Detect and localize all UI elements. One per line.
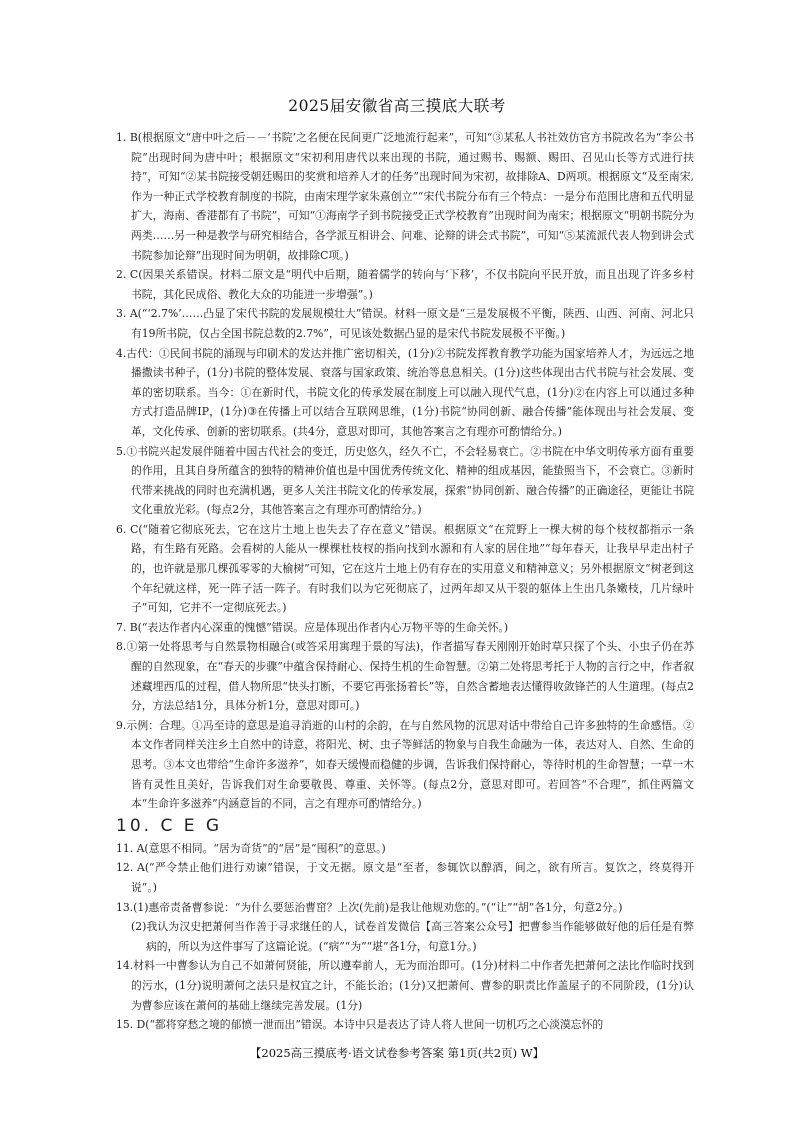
answer-body — [116, 128, 694, 1035]
answer-10: 10. C E G — [116, 815, 223, 836]
answer-2: 2. C(因果关系错误。材料二原文是“明代中后期，随着儒学的转向与‘下移’，不仅书院向平民开放，而且出现了许多乡村书院，其化民成俗、教化大众的功能进一步增强”。) — [116, 268, 694, 301]
page-footer: 【2025高三摸底考·语文试卷参考答案 第1页(共2页) W】 — [249, 1046, 545, 1060]
answer-7: 7. B(“表达作者内心深重的愧憾”错误。应是体现出作者内心万物平等的生命关怀。) — [116, 620, 509, 634]
answer-13-part1: 13.(1)惠帝责备曹参说：“为什么要惩治曹窋？上次(先前)是我让他规劝您的。”(“让”“胡”各1分，句意2分。) — [116, 900, 623, 914]
answer-11: 11. A(意思不相同。“居为奇货”的“居”是“囤积”的意思。) — [116, 841, 386, 855]
page-title: 2025届安徽省高三摸底大联考 — [288, 97, 506, 115]
answer-8: 8.①第一处将思考与自然景物相融合(或答采用寓理于景的写法)，作者描写春天刚刚开始时草只探了个头、小虫子仍在苏醒的自然现象，在“春天的步骤”中蕴含保持耐心、保持生机的生命智慧。②第二处将思考托于人物的言行之中，作者叙述藏埋西瓜的过程，借人物所思“快头打断，不要它再张扬着长”等，自然含蓄地表达懂得收敛锋芒的人生道理。(每点2分，方法总结1分，具体分析1分，意思对即可。) — [116, 640, 694, 713]
answer-5: 5.①书院兴起发展伴随着中国古代社会的变迁，历史悠久，经久不亡，不会轻易衰亡。②书院在中华文明传承方面有重要的作用，且其自身所蕴含的独特的精神价值也是中国优秀传统文化、精神的组成基因，能蛰照当下，不会衰亡。③新时代带来挑战的同时也充满机遇，更多人关注书院文化的传承发展，探索“协同创新、融合传播”的正确途径，更能让书院文化重放光彩。(每点2分，其他答案言之有理亦可酌情给分。) — [116, 444, 694, 517]
answer-6: 6. C(“随着它彻底死去，它在这片土地上也失去了存在意义”错误。根据原文“在荒野上一棵大树的每个枝杈都指示一条路，有生路有死路。会看树的人能从一棵棵杜枝杈的指向找到水源和有人家的居住地”“每年春天，让我早早走出村子的，也许就是那几棵孤零零的大榆树”可知，它在这片土地上仍有存在的实用意义和精神意义；另外根据原文“树老到这个年纪就这样，死一阵子活一阵子。有时我们以为它死彻底了，过两年却又从干裂的躯体上生出几条嫩枝，几片绿叶子”可知，它并不一定彻底死去。) — [116, 522, 694, 615]
answer-12: 12. A(“严令禁止他们进行劝谏”错误，于文无据。原文是“至者，参辄饮以醇酒，间之，欲有所言。复饮之，终莫得开说”。) — [116, 861, 694, 894]
answer-9: 9.示例：合理。①冯至诗的意思是追寻消逝的山村的余韵，在与自然风物的沉思对话中带给自己许多独特的生命感悟。②本文作者同样关注乡土自然中的诗意，将阳光、树、虫子等鲜活的物象与自我生命融为一体，表达对人、自然、生命的思考。③本文也带给“生命许多滋养”，如春天缓慢而稳健的步调，告诉我们保持耐心，等待时机的生命智慧；一草一木皆有灵性且美好，告诉我们对生命要敬畏、尊重、关怀等。(每点2分，意思对即可。若回答“不合理”，抓住两篇文本“生命许多滋养”内涵意旨的不同，言之有理亦可酌情给分。) — [116, 718, 694, 811]
answer-3: 3. A(“‘2.7%’……凸显了宋代书院的发展规模壮大”错误。材料一原文是“三是发展极不平衡，陕西、山西、河南、河北只有19所书院，仅占全国书院总数的2.7%”，可见该处数据凸显的是宋代书院发展极不平衡。) — [116, 307, 694, 340]
answer-13-part2: (2)我认为汉史把萧何当作善于寻求继任的人，试卷首发微信【高三答案公众号】把曹参当作能够做好他的后任是有弊病的，所以为这件事写了这篇论说。(“病”“为”“堪”各1分，句意1分。) — [131, 920, 694, 953]
answer-15: 15. D(“都将穿愁之境的郁愤一泄而出”错误。本诗中只是表达了诗人将人世间一切机巧之心淡漠忘怀的 — [116, 1018, 604, 1032]
answer-14: 14.材料一中曹参认为自己不如萧何贤能，所以遵奉前人，无为而治即可。(1分)材料二中作者先把萧何之法比作临时找到的污水，(1分)说明萧何之法只是权宜之计，不能长治；(1分)又把萧何、曹参的职责比作盖屋子的不同阶段，(1分)认为曹参应该在萧何的基础上继续完善发展。(1分) — [116, 959, 694, 1012]
answer-1: 1. B(根据原文“唐中叶之后－－‘书院’之名便在民间更广泛地流行起来”，可知“③某私人书社效仿官方书院改名为“李公书院”出现时间为唐中叶；根据原文“宋初利用唐代以来出现的书院，通过赐书、赐额、赐田、召见山长等方式进行扶持”，可知“②某书院接受朝廷赐田的奖赏和培养人才的任务”出现时间为宋初，故排除A、D两项。根据原文“及至南宋,作为一种正式学校教育制度的书院，由南宋理学家朱熹创立”“宋代书院分布有三个特点：一是分布范围比唐和五代明显扩大，海南、香港都有了书院”，可知“①海南学子到书院接受正式学校教育”出现时间为南宋；根据原文“明朝书院分为两类……另一种是教学与研究相结合，各学派互相讲会、问难、论辩的讲会式书院”，可知“⑤某流派代表人物到讲会式书院参加论辩”出现时间为明朝，故排除C项。) — [116, 131, 694, 262]
answer-4: 4.古代：①民间书院的涌现与印刷术的发达并推广密切相关，(1分)②书院发挥教育教学功能为国家培养人才，为远远之地播撒读书种子，(1分)书院的整体发展、衰落与国家政策、统治等息息相关。(1分)这些体现出古代书院与社会发展、变革的密切联系。当今：①在新时代，书院文化的传承发展在制度上可以融入现代气息，(1分)②在内容上可以通过多种方式打造品牌IP，(1分)③在传播上可以结合互联网思维，(1分)书院“协同创新、融合传播”能体现出与社会发展、变革，文化传承、创新的密切联系。(共4分，意思对即可，其他答案言之有理亦可酌情给分。) — [116, 346, 694, 438]
